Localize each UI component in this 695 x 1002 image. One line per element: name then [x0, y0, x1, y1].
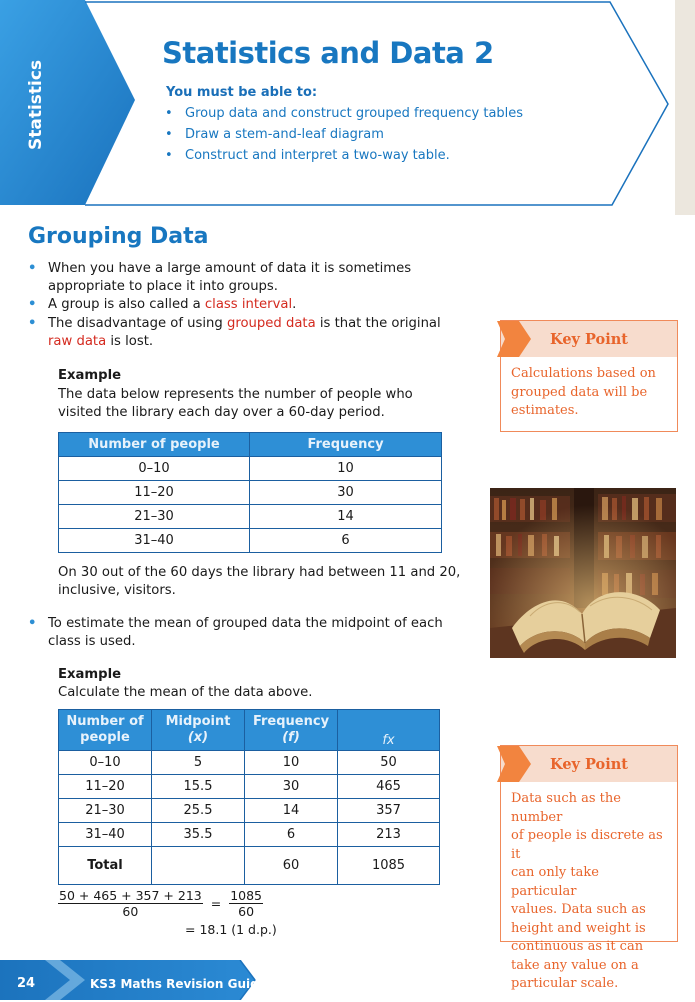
midpoint-table — [58, 709, 440, 885]
header-line: (x) — [187, 730, 209, 745]
table-header — [59, 710, 152, 751]
key-point-tag-icon — [497, 746, 537, 782]
objective-text: Construct and interpret a two-way table. — [185, 148, 450, 163]
text-span: . — [292, 297, 297, 312]
fraction — [229, 888, 263, 919]
text-line: values. Data such as — [511, 902, 646, 917]
table-header: fx — [338, 710, 440, 751]
term-raw-data: raw data — [48, 333, 107, 349]
header-line: Number of — [66, 714, 144, 729]
bullet-icon: • — [28, 616, 37, 631]
key-point-header — [501, 746, 677, 782]
text-line: On 30 out of the 60 days the library had between 11 and 20, — [58, 565, 461, 580]
key-point-header — [501, 321, 677, 357]
table-cell — [152, 847, 245, 885]
text-span: A group is also called a — [48, 297, 205, 312]
calculation-result: = 18.1 (1 d.p.) — [185, 922, 277, 937]
text-line: Data such as the number — [511, 791, 621, 825]
fraction-denominator: 60 — [238, 904, 255, 919]
table-cell: Total — [59, 847, 152, 885]
term-class-interval: class interval — [204, 297, 293, 312]
frequency-table — [58, 432, 442, 553]
table-cell: 0–10 — [59, 457, 250, 481]
text-span: is that the original — [315, 316, 441, 331]
table-cell: 11–20 — [59, 481, 250, 505]
text-line: To estimate the mean of grouped data the midpoint of each — [48, 616, 443, 631]
table-header: Frequency — [250, 433, 442, 457]
text-line: Calculate the mean of the data above. — [58, 685, 313, 700]
table-cell: 6 — [245, 823, 338, 847]
text-line: grouped data will be — [511, 384, 648, 400]
bullet-paragraph — [28, 315, 468, 350]
table-cell: 6 — [250, 529, 442, 553]
table-cell: 50 — [338, 751, 440, 775]
text-span: The disadvantage of using — [48, 316, 227, 331]
key-point-body — [501, 357, 677, 429]
table-header: Number of people — [59, 433, 250, 457]
text-line: estimates. — [511, 403, 579, 418]
table-cell: 31–40 — [59, 823, 152, 847]
page-title: Statistics and Data 2 — [162, 36, 494, 70]
bullet-icon: • — [28, 316, 37, 331]
table-cell: 10 — [250, 457, 442, 481]
table-row — [59, 799, 440, 823]
objective-text: Draw a stem-and-leaf diagram — [185, 127, 384, 142]
fraction-numerator: 50 + 465 + 357 + 213 — [59, 888, 202, 903]
text-line: The data below represents the number of people who — [58, 387, 413, 402]
key-point-title: Key Point — [550, 755, 628, 773]
table-cell: 60 — [245, 847, 338, 885]
bullet-paragraph — [28, 615, 468, 650]
table-header — [245, 710, 338, 751]
fraction — [58, 888, 203, 919]
book-title: KS3 Maths Revision Guide — [90, 977, 267, 991]
table-row — [59, 505, 442, 529]
text-span: is lost. — [106, 333, 154, 349]
table-cell: 11–20 — [59, 775, 152, 799]
table-row — [59, 481, 442, 505]
example-heading: Example — [58, 368, 122, 383]
key-point-box — [500, 320, 678, 432]
side-label-statistics: Statistics — [26, 59, 46, 151]
table-cell: 14 — [250, 505, 442, 529]
objective-item — [165, 106, 524, 121]
text-line: inclusive, visitors. — [58, 583, 176, 598]
table-total-row — [59, 847, 440, 885]
bullet-icon: • — [28, 297, 37, 312]
key-point-tag-icon — [497, 321, 537, 357]
library-book-image — [490, 488, 676, 658]
table-row — [59, 751, 440, 775]
fraction-denominator: 60 — [122, 904, 139, 919]
table-row — [59, 823, 440, 847]
key-point-title: Key Point — [550, 330, 628, 348]
table-cell: 10 — [245, 751, 338, 775]
text-line: Calculations based on — [511, 366, 656, 381]
text-line: take any value on a — [511, 957, 639, 973]
bullet-icon: • — [165, 148, 173, 163]
text-line: can only take particular — [511, 865, 599, 899]
bullet-icon: • — [28, 261, 37, 276]
table-cell: 25.5 — [152, 799, 245, 823]
table-row — [59, 775, 440, 799]
text-line: appropriate to place it into groups. — [48, 278, 278, 294]
bullet-paragraph — [28, 296, 468, 314]
equals-sign: = — [210, 896, 222, 911]
table-cell: 21–30 — [59, 799, 152, 823]
table-cell: 30 — [245, 775, 338, 799]
table-cell: 0–10 — [59, 751, 152, 775]
fraction-numerator: 1085 — [230, 888, 263, 903]
objectives-heading: You must be able to: — [166, 85, 318, 100]
table-cell: 31–40 — [59, 529, 250, 553]
text-line: continuous as it can — [511, 939, 644, 954]
bullet-icon: • — [165, 106, 173, 121]
table-cell: 21–30 — [59, 505, 250, 529]
table-header — [152, 710, 245, 751]
table-cell: 213 — [338, 823, 440, 847]
table-cell: 35.5 — [152, 823, 245, 847]
text-line: When you have a large amount of data it is sometimes — [48, 261, 412, 276]
page-number: 24 — [16, 976, 36, 991]
table-row — [59, 457, 442, 481]
bullet-icon: • — [165, 127, 173, 142]
text-line: height and weight is — [511, 920, 646, 936]
bullet-paragraph — [28, 260, 468, 295]
text-line: particular scale. — [511, 976, 619, 991]
term-grouped-data: grouped data — [226, 316, 316, 331]
example-heading: Example — [58, 667, 122, 682]
objective-item — [165, 127, 384, 142]
text-line: class is used. — [48, 633, 136, 649]
table-cell: 465 — [338, 775, 440, 799]
mean-calculation — [58, 888, 263, 919]
table-cell: 5 — [152, 751, 245, 775]
header-line: Midpoint — [165, 714, 231, 729]
table-cell: 30 — [250, 481, 442, 505]
header-line: people — [80, 730, 130, 745]
text-line: visited the library each day over a 60-day period. — [58, 405, 385, 420]
table-row — [59, 529, 442, 553]
table-cell: 357 — [338, 799, 440, 823]
objective-item — [165, 148, 450, 163]
text-line: of people is discrete as it — [511, 828, 663, 862]
header-line: (f) — [282, 730, 300, 745]
table-cell: 14 — [245, 799, 338, 823]
table-cell: 1085 — [338, 847, 440, 885]
objective-text: Group data and construct grouped frequency tables — [185, 106, 524, 121]
table-cell: 15.5 — [152, 775, 245, 799]
header-line: Frequency — [252, 714, 330, 729]
key-point-box — [500, 745, 678, 991]
section-title: Grouping Data — [28, 224, 209, 249]
